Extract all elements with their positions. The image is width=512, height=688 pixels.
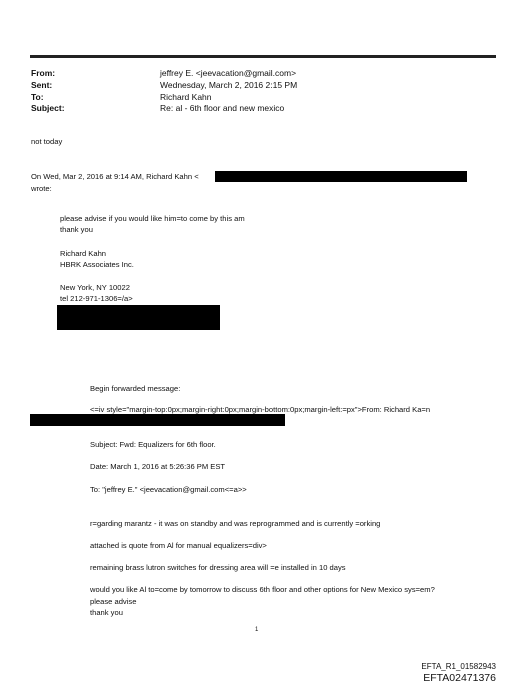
sent-label: Sent: — [31, 80, 53, 90]
reply-text: not today — [31, 137, 63, 146]
signature-tel: tel 212-971-1306=/a> — [60, 294, 133, 303]
redaction-bar — [215, 171, 467, 182]
forwarded-body-2: attached is quote from Al for manual equalizers=div> — [90, 541, 267, 550]
footer-id-1: EFTA_R1_01582943 — [421, 662, 496, 671]
forwarded-body-5: please advise — [90, 597, 137, 606]
subject-label: Subject: — [31, 103, 65, 113]
forwarded-body-4: would you like Al to=come by tomorrow to discuss 6th floor and other options for New Mexico sys=em? — [90, 585, 435, 594]
subject-value: Re: al - 6th floor and new mexico — [160, 103, 285, 113]
signature-company: HBRK Associates Inc. — [60, 260, 134, 269]
quoted-line-2: thank you — [60, 225, 93, 234]
quote-intro-wrote: wrote: — [31, 184, 52, 193]
forwarded-body-1: r=garding marantz - it was on standby and was reprogrammed and is currently =orking — [90, 519, 381, 528]
forwarded-begin: Begin forwarded message: — [90, 384, 181, 393]
from-label: From: — [31, 68, 56, 78]
forwarded-div-line: <=iv style="margin-top:0px;margin-right:0px;margin-bottom:0px;margin-left:=px">From: Richard Ka=n — [90, 405, 431, 414]
to-value: Richard Kahn — [160, 92, 212, 102]
from-value: jeffrey E. <jeevacation@gmail.com> — [160, 68, 297, 78]
page-number: 1 — [255, 627, 259, 633]
forwarded-date: Date: March 1, 2016 at 5:26:36 PM EST — [90, 462, 226, 471]
sent-value: Wednesday, March 2, 2016 2:15 PM — [160, 80, 298, 90]
redaction-bar — [30, 414, 285, 426]
quoted-line-1: please advise if you would like him=to come by this am — [60, 214, 245, 223]
footer-id-2: EFTA02471376 — [423, 672, 496, 684]
quote-intro: On Wed, Mar 2, 2016 at 9:14 AM, Richard Kahn < — [31, 172, 199, 181]
forwarded-body-3: remaining brass lutron switches for dressing area will =e installed in 10 days — [90, 563, 346, 572]
forwarded-to: To: "jeffrey E." <jeevacation@gmail.com<=a>> — [90, 485, 247, 494]
signature-name: Richard Kahn — [60, 249, 107, 258]
forwarded-body-6: thank you — [90, 608, 123, 617]
signature-city: New York, NY 10022 — [60, 283, 130, 292]
forwarded-subject: Subject: Fwd: Equalizers for 6th floor. — [90, 440, 216, 449]
to-label: To: — [31, 92, 44, 102]
header-rule — [30, 55, 496, 58]
redaction-block — [57, 305, 220, 330]
